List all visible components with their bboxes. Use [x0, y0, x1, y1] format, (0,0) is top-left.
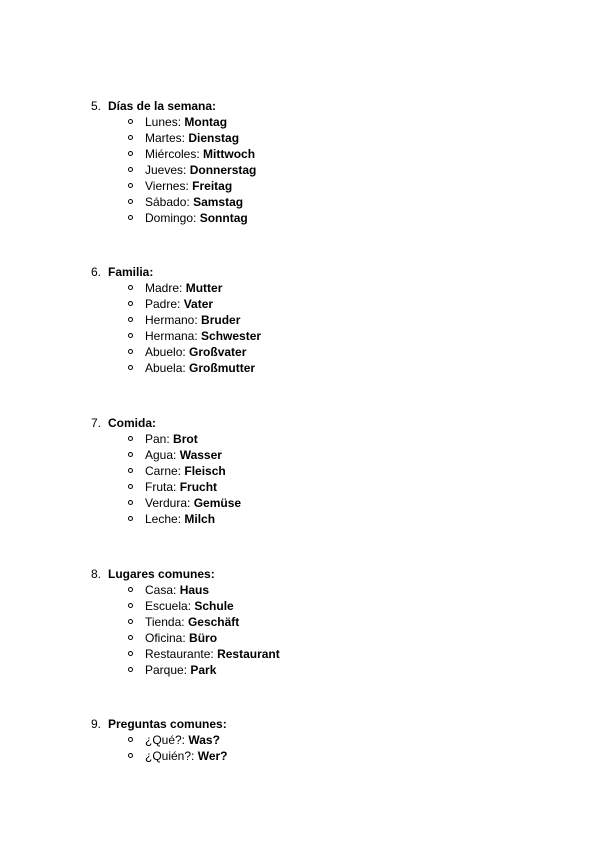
- section-number: 8.: [91, 567, 102, 581]
- list-item: [0, 614, 280, 630]
- circle-bullet-icon: [128, 333, 133, 338]
- spanish-term: Leche:: [145, 512, 182, 526]
- spanish-term: Parque:: [145, 663, 188, 677]
- circle-bullet-icon: [128, 215, 133, 220]
- circle-bullet-icon: [128, 619, 133, 624]
- german-translation: Sonntag: [199, 211, 248, 225]
- circle-bullet-icon: [128, 603, 133, 608]
- list-item: [0, 598, 280, 614]
- section-heading: [91, 264, 153, 280]
- german-translation: Schule: [194, 599, 234, 613]
- spanish-term: Padre:: [145, 297, 181, 311]
- spanish-term: Martes:: [145, 131, 186, 145]
- section-heading: [91, 566, 215, 582]
- list-item: [0, 296, 261, 312]
- list-item: [0, 360, 261, 376]
- list-item: [0, 582, 280, 598]
- list-item: [0, 210, 256, 226]
- section-title: Días de la semana:: [108, 99, 217, 113]
- german-translation: Mittwoch: [203, 147, 256, 161]
- spanish-term: Miércoles:: [145, 147, 200, 161]
- circle-bullet-icon: [128, 737, 133, 742]
- vocab-list: [0, 280, 261, 376]
- list-item: [0, 748, 228, 764]
- spanish-term: Tienda:: [145, 615, 185, 629]
- list-item: [0, 447, 241, 463]
- german-translation: Geschäft: [187, 615, 240, 629]
- spanish-term: Verdura:: [145, 496, 191, 510]
- vocab-list: [0, 582, 280, 678]
- spanish-term: Viernes:: [145, 179, 189, 193]
- german-translation: Bruder: [201, 313, 241, 327]
- spanish-term: Agua:: [145, 448, 177, 462]
- section-heading: [91, 716, 227, 732]
- spanish-term: Hermana:: [145, 329, 198, 343]
- spanish-term: Abuela:: [145, 361, 186, 375]
- list-item: [0, 162, 256, 178]
- german-translation: Gemüse: [193, 496, 242, 510]
- german-translation: Vater: [183, 297, 214, 311]
- german-translation: Was?: [188, 733, 220, 747]
- german-translation: Großvater: [189, 345, 247, 359]
- circle-bullet-icon: [128, 500, 133, 505]
- section-title: Familia:: [108, 265, 154, 279]
- list-item: [0, 463, 241, 479]
- circle-bullet-icon: [128, 135, 133, 140]
- circle-bullet-icon: [128, 365, 133, 370]
- spanish-term: Restaurante:: [145, 647, 214, 661]
- german-translation: Restaurant: [217, 647, 280, 661]
- german-translation: Mutter: [185, 281, 223, 295]
- section-title: Preguntas comunes:: [108, 717, 227, 731]
- vocab-list: [0, 431, 241, 527]
- circle-bullet-icon: [128, 119, 133, 124]
- spanish-term: ¿Quién?:: [145, 749, 195, 763]
- german-translation: Park: [190, 663, 217, 677]
- section-number: 7.: [91, 416, 102, 430]
- list-item: [0, 194, 256, 210]
- german-translation: Wer?: [197, 749, 228, 763]
- spanish-term: Fruta:: [145, 480, 177, 494]
- spanish-term: Lunes:: [145, 115, 182, 129]
- section-heading: [91, 415, 156, 431]
- circle-bullet-icon: [128, 183, 133, 188]
- list-item: [0, 114, 256, 130]
- circle-bullet-icon: [128, 587, 133, 592]
- spanish-term: Madre:: [145, 281, 183, 295]
- circle-bullet-icon: [128, 167, 133, 172]
- section-heading: [91, 98, 216, 114]
- circle-bullet-icon: [128, 436, 133, 441]
- german-translation: Haus: [179, 583, 210, 597]
- list-item: [0, 178, 256, 194]
- circle-bullet-icon: [128, 484, 133, 489]
- list-item: [0, 662, 280, 678]
- german-translation: Montag: [184, 115, 228, 129]
- section-number: 5.: [91, 99, 102, 113]
- list-item: [0, 732, 228, 748]
- list-item: [0, 646, 280, 662]
- circle-bullet-icon: [128, 468, 133, 473]
- german-translation: Frucht: [179, 480, 218, 494]
- german-translation: Schwester: [201, 329, 262, 343]
- german-translation: Brot: [173, 432, 198, 446]
- section-number: 6.: [91, 265, 102, 279]
- section-title: Comida:: [108, 416, 156, 430]
- list-item: [0, 328, 261, 344]
- vocab-list: [0, 732, 228, 764]
- spanish-term: Domingo:: [145, 211, 197, 225]
- list-item: [0, 479, 241, 495]
- list-item: [0, 511, 241, 527]
- spanish-term: ¿Qué?:: [145, 733, 186, 747]
- circle-bullet-icon: [128, 349, 133, 354]
- circle-bullet-icon: [128, 516, 133, 521]
- spanish-term: Jueves:: [145, 163, 187, 177]
- vocab-list: [0, 114, 256, 226]
- list-item: [0, 280, 261, 296]
- list-item: [0, 431, 241, 447]
- list-item: [0, 130, 256, 146]
- circle-bullet-icon: [128, 199, 133, 204]
- german-translation: Fleisch: [184, 464, 226, 478]
- circle-bullet-icon: [128, 753, 133, 758]
- german-translation: Donnerstag: [189, 163, 257, 177]
- list-item: [0, 630, 280, 646]
- spanish-term: Escuela:: [145, 599, 192, 613]
- german-translation: Dienstag: [188, 131, 240, 145]
- spanish-term: Oficina:: [145, 631, 186, 645]
- circle-bullet-icon: [128, 667, 133, 672]
- spanish-term: Casa:: [145, 583, 177, 597]
- circle-bullet-icon: [128, 301, 133, 306]
- list-item: [0, 495, 241, 511]
- german-translation: Samstag: [193, 195, 244, 209]
- spanish-term: Sábado:: [145, 195, 190, 209]
- circle-bullet-icon: [128, 317, 133, 322]
- spanish-term: Carne:: [145, 464, 182, 478]
- spanish-term: Pan:: [145, 432, 170, 446]
- german-translation: Milch: [184, 512, 216, 526]
- circle-bullet-icon: [128, 635, 133, 640]
- list-item: [0, 312, 261, 328]
- german-translation: Wasser: [179, 448, 222, 462]
- german-translation: Freitag: [192, 179, 233, 193]
- circle-bullet-icon: [128, 651, 133, 656]
- spanish-term: Abuelo:: [145, 345, 186, 359]
- list-item: [0, 344, 261, 360]
- circle-bullet-icon: [128, 452, 133, 457]
- circle-bullet-icon: [128, 285, 133, 290]
- spanish-term: Hermano:: [145, 313, 198, 327]
- section-title: Lugares comunes:: [108, 567, 215, 581]
- german-translation: Großmutter: [189, 361, 256, 375]
- circle-bullet-icon: [128, 151, 133, 156]
- section-number: 9.: [91, 717, 102, 731]
- list-item: [0, 146, 256, 162]
- german-translation: Büro: [189, 631, 218, 645]
